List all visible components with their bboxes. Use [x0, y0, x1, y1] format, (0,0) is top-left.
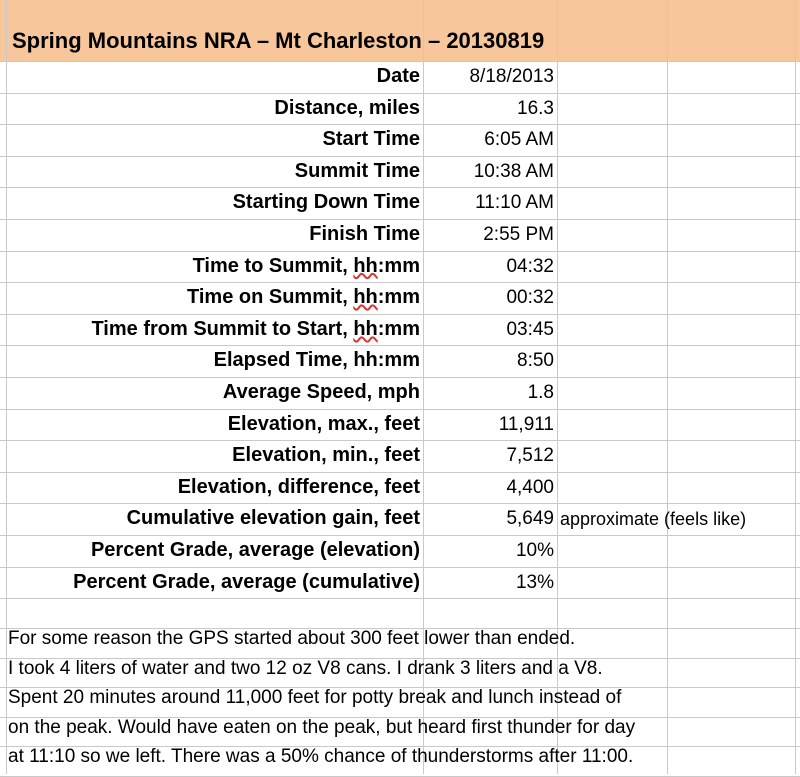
spellcheck-word: hh: [353, 317, 378, 340]
gridline: [0, 503, 800, 504]
row-label[interactable]: [187, 286, 420, 309]
row-value[interactable]: 1.8: [527, 382, 554, 403]
gridline: [0, 377, 800, 378]
row-value[interactable]: 11,911: [498, 413, 554, 435]
gridline: [0, 156, 800, 157]
row-label[interactable]: Elevation, min., feet: [232, 444, 420, 467]
row-value[interactable]: 04:32: [506, 255, 554, 277]
row-label[interactable]: [91, 318, 420, 341]
row-label[interactable]: Elapsed Time, hh:mm: [213, 349, 420, 372]
row-label[interactable]: Elevation, difference, feet: [177, 475, 420, 498]
row-value[interactable]: 8/18/2013: [469, 66, 554, 87]
gridline: [0, 219, 800, 220]
row-value[interactable]: 2:55 PM: [483, 224, 554, 245]
row-value[interactable]: 03:45: [506, 318, 554, 340]
row-label-text: Time to Summit,: [192, 254, 354, 277]
row-label-text: :mm: [377, 317, 420, 340]
row-label-text: :mm: [377, 254, 420, 277]
row-value[interactable]: 10:38 AM: [473, 160, 554, 182]
row-value[interactable]: 7,512: [506, 445, 554, 467]
row-note[interactable]: approximate (feels like): [560, 509, 747, 530]
row-label[interactable]: Percent Grade, average (cumulative): [73, 570, 420, 593]
comment-line[interactable]: For some reason the GPS started about 300 feet lower than ended.: [8, 628, 576, 649]
row-value[interactable]: 16.3: [517, 97, 554, 119]
gridline: [0, 440, 800, 441]
gridline: [0, 124, 800, 125]
row-label[interactable]: Average Speed, mph: [222, 381, 420, 403]
comment-line[interactable]: I took 4 liters of water and two 12 oz V8 cans. I drank 3 liters and a V8.: [8, 657, 603, 679]
row-label[interactable]: Starting Down Time: [232, 191, 420, 214]
row-label[interactable]: Percent Grade, average (elevation): [90, 539, 420, 561]
gridline: [0, 187, 800, 188]
gridline: [0, 345, 800, 346]
gridline: [0, 282, 800, 283]
gridline: [0, 93, 800, 94]
row-label[interactable]: Start Time: [322, 128, 420, 151]
row-label[interactable]: Elevation, max., feet: [227, 412, 420, 435]
row-value[interactable]: 00:32: [506, 287, 554, 309]
row-label[interactable]: Summit Time: [294, 159, 420, 182]
gridline: [0, 314, 800, 315]
row-label[interactable]: Distance, miles: [274, 96, 420, 119]
gridline: [0, 409, 800, 410]
row-label-text: Time on Summit,: [187, 286, 354, 309]
row-value[interactable]: 6:05 AM: [484, 129, 554, 151]
row-label-text: Time from Summit to Start,: [91, 317, 354, 340]
comment-line[interactable]: Spent 20 minutes around 11,000 feet for potty break and lunch instead of: [8, 687, 622, 708]
row-value[interactable]: 5,649: [506, 508, 554, 530]
row-value[interactable]: 11:10 AM: [475, 192, 554, 214]
row-label-text: :mm: [377, 286, 420, 309]
comment-line[interactable]: on the peak. Would have eaten on the peak, but heard first thunder for day: [8, 716, 636, 738]
spellcheck-word: hh: [353, 286, 378, 309]
gridline: [0, 567, 800, 568]
row-value[interactable]: 13%: [515, 571, 554, 593]
comment-line[interactable]: at 11:10 so we left. There was a 50% chance of thunderstorms after 11:00.: [8, 746, 634, 767]
gridline: [0, 535, 800, 536]
sheet-title[interactable]: Spring Mountains NRA – Mt Charleston – 20130819: [12, 28, 545, 53]
row-value[interactable]: 8:50: [517, 350, 554, 372]
gridline: [0, 598, 800, 599]
gridline: [0, 251, 800, 252]
row-label[interactable]: [193, 255, 420, 278]
gridline: [0, 61, 800, 62]
row-value[interactable]: 4,400: [506, 476, 554, 498]
row-label[interactable]: Date: [376, 65, 420, 87]
row-value[interactable]: 10%: [515, 540, 554, 561]
gridline: [0, 472, 800, 473]
row-label[interactable]: Cumulative elevation gain, feet: [126, 507, 420, 530]
row-label[interactable]: Finish Time: [309, 223, 420, 245]
spellcheck-word: hh: [353, 254, 378, 277]
